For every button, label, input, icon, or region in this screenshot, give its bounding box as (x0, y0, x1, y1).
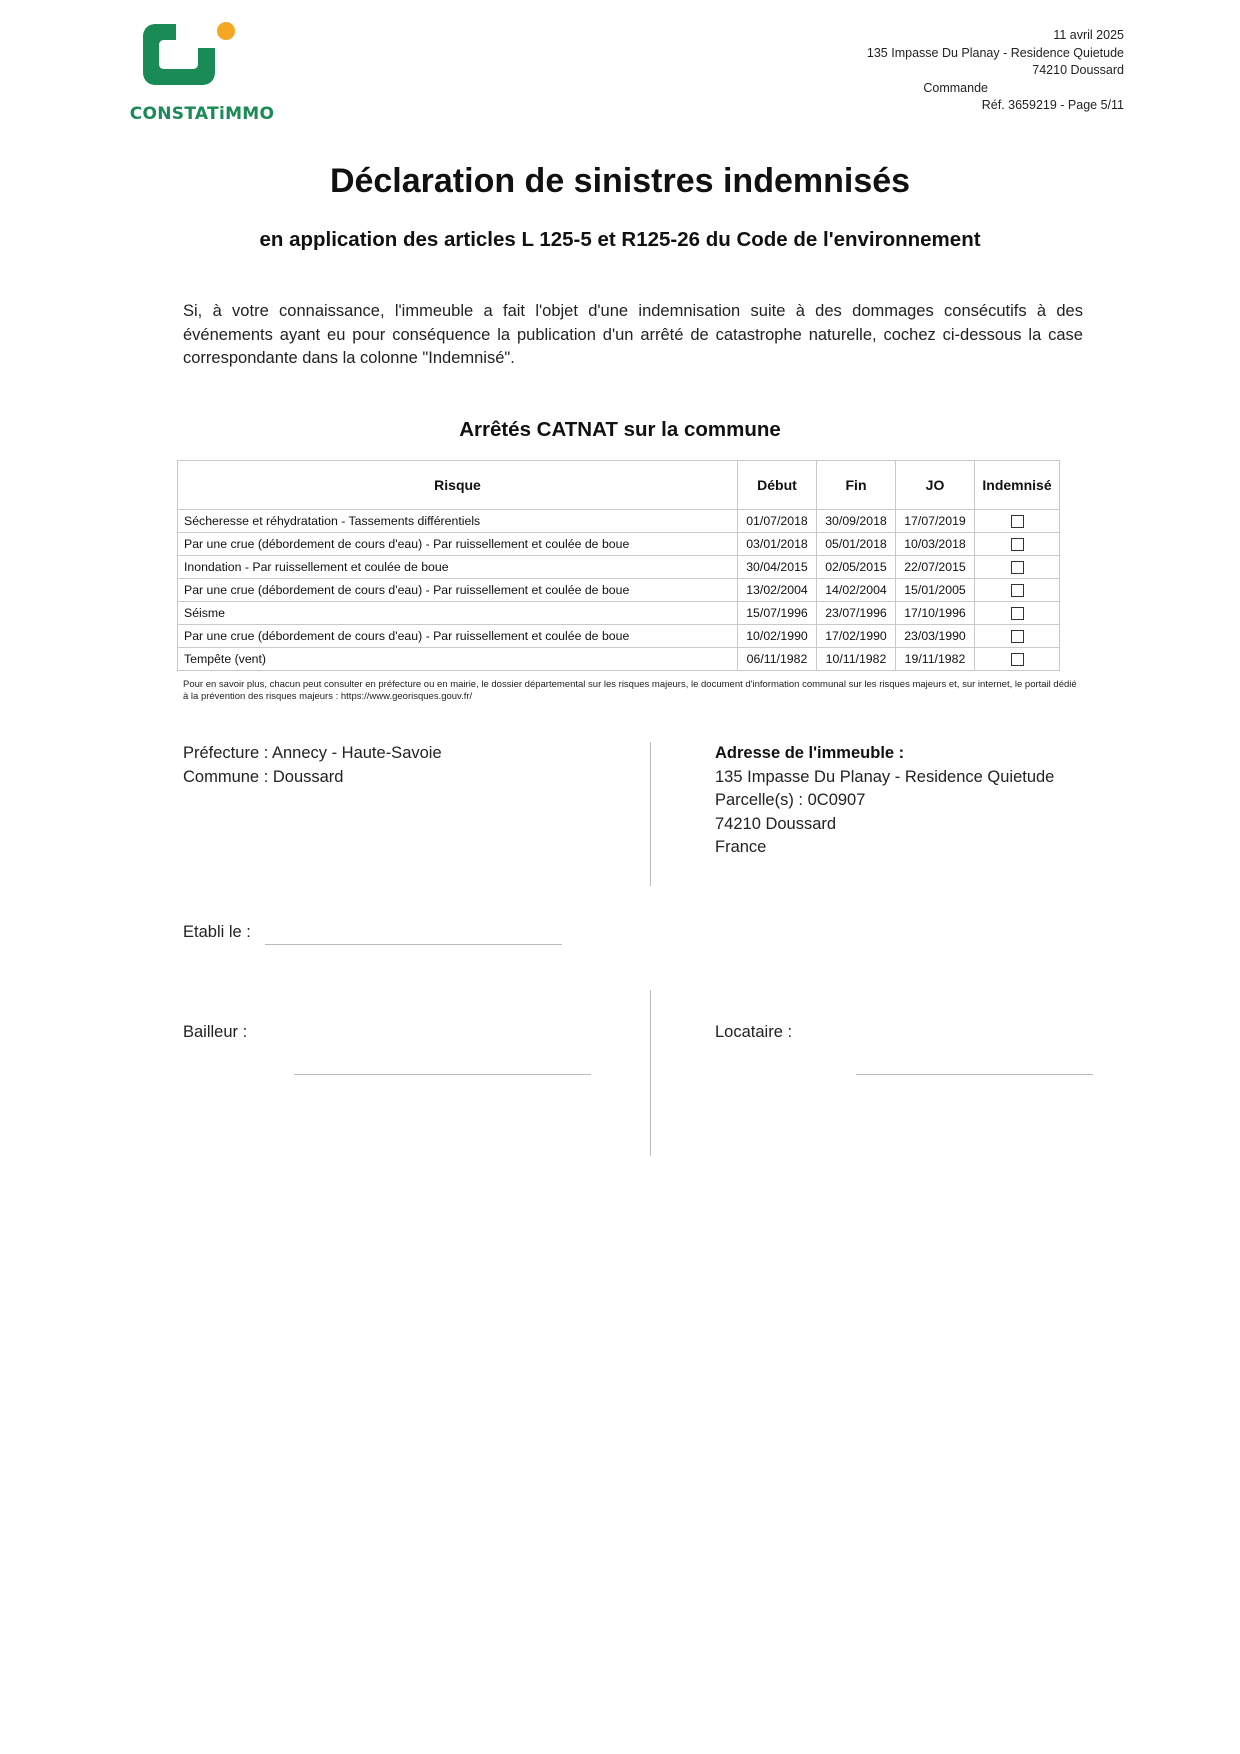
cell-fin: 14/02/2004 (817, 579, 896, 602)
cell-risque: Par une crue (débordement de cours d'eau) - Par ruissellement et coulée de boue (178, 533, 738, 556)
cell-indemnise (975, 625, 1060, 648)
cell-jo: 17/10/1996 (896, 602, 975, 625)
signature-divider (650, 990, 651, 1156)
address-street: 135 Impasse Du Planay - Residence Quietude (715, 767, 1055, 786)
parcel-number: Parcelle(s) : 0C0907 (715, 791, 866, 809)
locataire-label: Locataire : (715, 1023, 793, 1041)
cell-indemnise (975, 533, 1060, 556)
bailleur-signature-line[interactable] (294, 1074, 591, 1075)
document-header-info (704, 27, 1124, 115)
cell-risque: Inondation - Par ruissellement et coulée de boue (178, 556, 738, 579)
header-address-line2: 74210 Doussard (1032, 63, 1124, 77)
property-address (715, 742, 1054, 860)
etabli-le-field[interactable] (265, 944, 562, 945)
table-row (178, 533, 1060, 556)
logo-wordmark: CONSTATiMMO (129, 104, 275, 124)
constatimmo-logo (118, 18, 286, 128)
page-title: Déclaration de sinistres indemnisés (329, 162, 911, 200)
header-address-line1: 135 Impasse Du Planay - Residence Quietude (866, 45, 1124, 60)
locataire-signature-line[interactable] (856, 1074, 1093, 1075)
table-row (178, 510, 1060, 533)
indemnise-checkbox[interactable] (1011, 515, 1024, 528)
cell-indemnise (975, 556, 1060, 579)
column-header-indemnise: Indemnisé (975, 461, 1060, 510)
column-header-fin: Fin (817, 461, 896, 510)
cell-debut: 15/07/1996 (738, 602, 817, 625)
column-header-debut: Début (738, 461, 817, 510)
cell-debut: 03/01/2018 (738, 533, 817, 556)
cell-debut: 06/11/1982 (738, 648, 817, 671)
cell-jo: 22/07/2015 (896, 556, 975, 579)
cell-indemnise (975, 602, 1060, 625)
indemnise-checkbox[interactable] (1011, 538, 1024, 551)
table-header-row (178, 461, 1060, 510)
table-row (178, 648, 1060, 671)
catnat-table (177, 460, 1060, 671)
indemnise-checkbox[interactable] (1011, 607, 1024, 620)
cell-fin: 30/09/2018 (817, 510, 896, 533)
cell-risque: Tempête (vent) (178, 648, 738, 671)
cell-indemnise (975, 579, 1060, 602)
cell-debut: 01/07/2018 (738, 510, 817, 533)
intro-paragraph: Si, à votre connaissance, l'immeuble a fait l'objet d'une indemnisation suite à des dommages consécutifs à des événements ayant eu pour conséquence la publication d'un arrêté de catastrophe naturelle, cochez ci-dessous la case correspondante dans la colonne "Indemnisé". (183, 302, 1083, 367)
reference-page: Réf. 3659219 - Page 5/11 (981, 98, 1124, 112)
cell-risque: Par une crue (débordement de cours d'eau) - Par ruissellement et coulée de boue (178, 579, 738, 602)
catnat-section-title: Arrêtés CATNAT sur la commune (459, 418, 781, 441)
cell-fin: 17/02/1990 (817, 625, 896, 648)
cell-indemnise (975, 648, 1060, 671)
logo-mark-icon (118, 18, 286, 108)
georisques-note: Pour en savoir plus, chacun peut consulter en préfecture ou en mairie, le dossier départemental sur les risques majeurs, le document d'information communal sur les risques majeurs et, sur internet, le portail dédié à la prévention des risques majeurs : https://www.georisques.gouv.fr/ (183, 679, 1077, 702)
cell-jo: 17/07/2019 (896, 510, 975, 533)
commune-info (183, 742, 442, 789)
table-row (178, 602, 1060, 625)
address-country: France (715, 838, 767, 856)
indemnise-checkbox[interactable] (1011, 653, 1024, 666)
table-row (178, 625, 1060, 648)
cell-risque: Séisme (178, 602, 738, 625)
column-header-risque: Risque (178, 461, 738, 510)
cell-fin: 05/01/2018 (817, 533, 896, 556)
cell-debut: 30/04/2015 (738, 556, 817, 579)
document-date: 11 avril 2025 (1053, 28, 1124, 42)
cell-jo: 10/03/2018 (896, 533, 975, 556)
cell-debut: 13/02/2004 (738, 579, 817, 602)
indemnise-checkbox[interactable] (1011, 584, 1024, 597)
cell-fin: 02/05/2015 (817, 556, 896, 579)
cell-jo: 15/01/2005 (896, 579, 975, 602)
commune-text: Commune : Doussard (183, 767, 344, 786)
address-title: Adresse de l'immeuble : (715, 744, 905, 762)
cell-risque: Sécheresse et réhydratation - Tassements différentiels (178, 510, 738, 533)
indemnise-checkbox[interactable] (1011, 561, 1024, 574)
cell-indemnise (975, 510, 1060, 533)
page-subtitle: en application des articles L 125-5 et R125-26 du Code de l'environnement (259, 228, 981, 251)
cell-risque: Par une crue (débordement de cours d'eau) - Par ruissellement et coulée de boue (178, 625, 738, 648)
cell-debut: 10/02/1990 (738, 625, 817, 648)
prefecture-text: Préfecture : Annecy - Haute-Savoie (183, 744, 442, 762)
etabli-le-label: Etabli le : (183, 923, 251, 941)
order-label: Commande (923, 80, 988, 95)
table-row (178, 579, 1060, 602)
cell-fin: 23/07/1996 (817, 602, 896, 625)
cell-fin: 10/11/1982 (817, 648, 896, 671)
bailleur-label: Bailleur : (183, 1023, 248, 1041)
indemnise-checkbox[interactable] (1011, 630, 1024, 643)
column-header-jo: JO (896, 461, 975, 510)
address-postal-city: 74210 Doussard (715, 814, 837, 833)
cell-jo: 19/11/1982 (896, 648, 975, 671)
table-row (178, 556, 1060, 579)
info-divider (650, 742, 651, 886)
cell-jo: 23/03/1990 (896, 625, 975, 648)
